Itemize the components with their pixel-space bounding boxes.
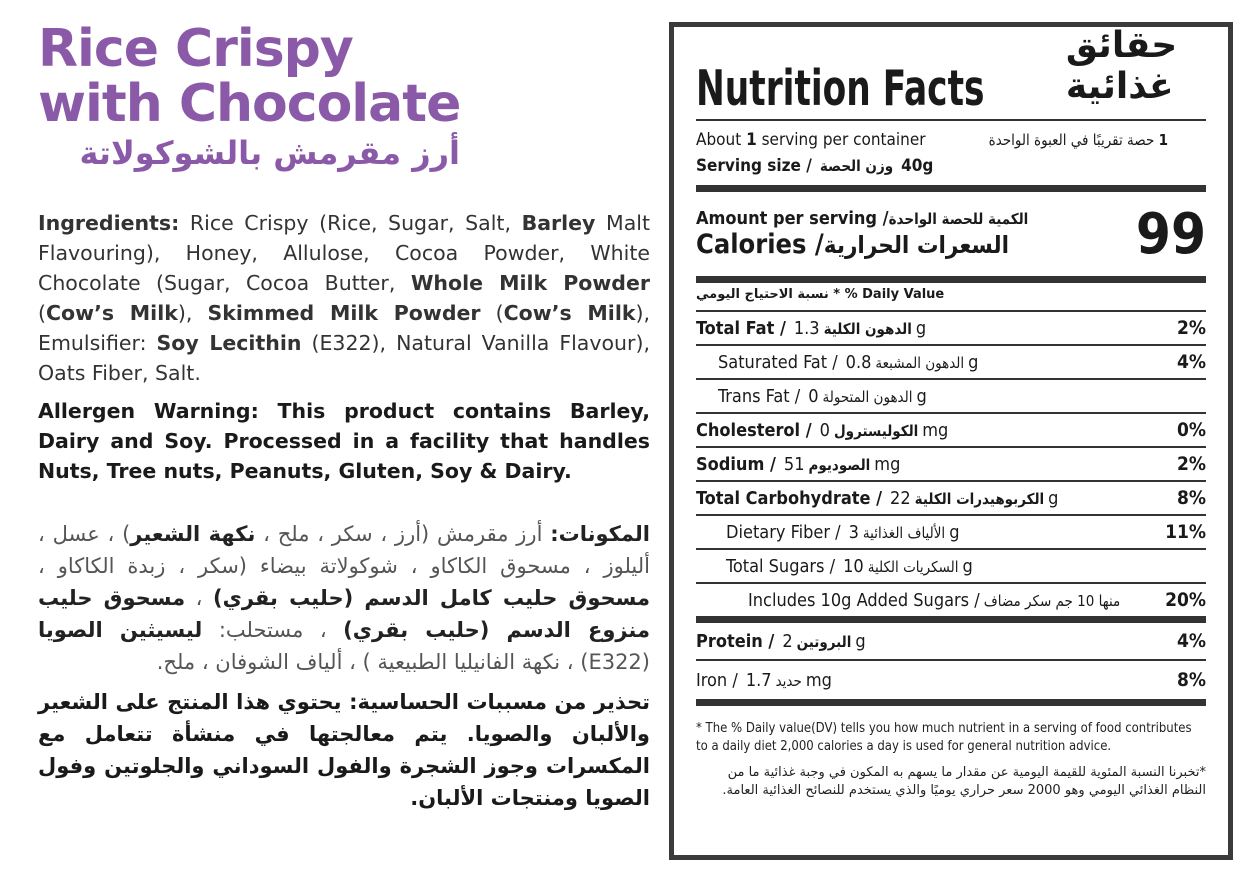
nutrient-daily-value: 8% xyxy=(1176,669,1206,691)
nutrient-name: Saturated Fat / xyxy=(718,351,838,373)
calories-label-en: Calories / xyxy=(696,229,824,260)
nutrient-name-ar: حديد xyxy=(775,671,802,690)
nutrient-amount: 0.8g xyxy=(845,351,979,373)
daily-value-header-ar: نسبة الاحتياج اليومي xyxy=(696,287,829,302)
nutrient-amount: 1.7mg xyxy=(745,669,832,691)
nutrient-name-ar: الدهون المتحولة xyxy=(822,387,913,406)
divider xyxy=(696,699,1206,706)
nutrient-name-ar: البروتين xyxy=(796,632,852,651)
ingredients-text-ar: (E322) ، نكهة الفانيليا الطبيعية ) ، ألياف الشوفان ، ملح. xyxy=(156,650,650,674)
daily-value-header xyxy=(696,283,1206,310)
ingredients-text-ar: ، مستحلب: xyxy=(202,618,344,642)
nutrient-name: Total Fat / xyxy=(696,317,786,339)
nutrient-amount: 0mg xyxy=(819,419,949,441)
amount-per-serving-en: Amount per serving / xyxy=(696,208,889,229)
servings-text-ar: حصة تقريبًا في العبوة الواحدة xyxy=(988,131,1159,149)
allergen-warning-ar: تحذير من مسببات الحساسية: يحتوي هذا المنتج على الشعير والألبان والصويا. يتم معالجتها في منشأة تتعامل مع المكسرات وجوز الشجرة والفول السوداني والجلوتين وفول الصويا ومنتجات الألبان. xyxy=(38,690,650,810)
nutrient-row-sodium xyxy=(696,446,1206,480)
servings-text: serving per container xyxy=(756,130,926,150)
nutrient-name: Includes 10g Added Sugars / xyxy=(748,589,980,611)
allergen-highlight-ar: مسحوق حليب منزوع الدسم (حليب بقري) xyxy=(38,586,651,642)
nutrient-daily-value: 4% xyxy=(1176,351,1206,373)
serving-size-value: 40g xyxy=(901,156,934,176)
nutrition-title-ar: حقائق غذائية xyxy=(1065,25,1178,107)
nutrient-row-total-carbohydrate xyxy=(696,480,1206,514)
calories-block xyxy=(696,192,1206,276)
nutrient-daily-value: 2% xyxy=(1176,317,1206,339)
nutrient-name-ar: الصوديوم xyxy=(808,455,871,474)
nutrient-name-ar: الألياف الغذائية xyxy=(862,523,946,542)
product-title-arabic: أرز مقرمش بالشوكولاتة xyxy=(79,134,460,172)
nutrient-name-ar: منها 10 جم سكر مضاف xyxy=(983,591,1121,610)
allergen-highlight: Cow’s Milk xyxy=(503,301,636,325)
allergen-highlight-ar: مسحوق حليب كامل الدسم (حليب بقري) xyxy=(213,586,650,610)
nutrient-name-ar: الدهون المشبعة xyxy=(875,353,965,372)
serving-size-label-ar: وزن الحصة xyxy=(819,157,894,175)
nutrient-name: Total Carbohydrate / xyxy=(696,487,883,509)
ingredients-text-ar: أرز مقرمش (أرز ، سكر ، ملح ، xyxy=(255,522,551,546)
nutrient-name-ar: الكربوهيدرات الكلية xyxy=(914,489,1045,508)
nutrient-row-trans-fat xyxy=(696,378,1206,412)
nutrient-row-total-fat xyxy=(696,310,1206,344)
ingredients-label: Ingredients: xyxy=(38,211,180,235)
amount-per-serving-label xyxy=(696,208,1028,229)
ingredients-text: ( xyxy=(480,301,504,325)
product-info xyxy=(38,19,651,814)
nutrient-row-dietary-fiber xyxy=(696,514,1206,548)
nutrition-title-en: Nutrition Facts xyxy=(696,60,985,117)
serving-info xyxy=(696,121,1206,179)
allergen-highlight-ar: نكهة الشعير xyxy=(130,522,256,546)
footnote-en: * The % Daily value(DV) tells you how much nutrient in a serving of food contributes to a daily diet 2,000 calories a day is used for general nutrition advice. xyxy=(696,721,1192,754)
allergen-highlight-ar: ليسيثين الصويا xyxy=(38,618,203,642)
ingredients-ar xyxy=(38,518,650,678)
allergen-highlight: Skimmed Milk Powder xyxy=(207,301,481,325)
allergen-highlight: Barley xyxy=(521,211,596,235)
calories-value: 99 xyxy=(1135,201,1206,267)
nutrient-amount: 0g xyxy=(808,385,927,407)
nutrient-amount: 3g xyxy=(848,521,960,543)
footnote-ar: *تخبرنا النسبة المئوية للقيمة اليومية عن مقدار ما يسهم به المكون في وجبة غذائية ما من النظام الغذائي اليومي وهو 2000 سعر حراري يوميًا والذي يستخدم للنصائح الغذائية العامة. xyxy=(722,765,1206,798)
nutrient-daily-value: 0% xyxy=(1176,419,1206,441)
nutrient-amount: 22g xyxy=(890,487,1059,509)
nutrient-amount: 1.3g xyxy=(793,317,927,339)
nutrient-name: Trans Fat / xyxy=(718,385,801,407)
nutrient-daily-value: 2% xyxy=(1176,453,1206,475)
ingredients-text: ( xyxy=(38,301,46,325)
servings-number: 1 xyxy=(746,130,757,150)
nutrient-amount: 2g xyxy=(782,630,866,652)
nutrient-name: Dietary Fiber / xyxy=(726,521,841,543)
nutrient-daily-value: 8% xyxy=(1176,487,1206,509)
ingredients-text: ), Emulsifier: xyxy=(38,301,651,355)
allergen-highlight: Whole Milk Powder xyxy=(410,271,650,295)
nutrient-name: Cholesterol / xyxy=(696,419,812,441)
nutrient-name: Sodium / xyxy=(696,453,776,475)
servings-text: About xyxy=(696,130,747,150)
nutrition-header xyxy=(696,27,1206,119)
nutrient-amount: 51mg xyxy=(783,453,901,475)
nutrition-facts-panel xyxy=(669,22,1233,860)
nutrient-amount: 10g xyxy=(843,555,973,577)
nutrient-row-cholesterol xyxy=(696,412,1206,446)
calories-label xyxy=(696,229,1028,260)
ingredients-text: Malt Flavouring), Honey, Allulose, Cocoa Powder, White Chocolate (Sugar, Cocoa Butter, xyxy=(38,211,650,295)
servings-per-container xyxy=(696,127,926,153)
ingredients-text: (E322), Natural Vanilla Flavour), Oats Fiber, Salt. xyxy=(38,331,650,385)
nutrient-name: Iron / xyxy=(696,669,738,691)
serving-size-label: Serving size / xyxy=(696,156,812,176)
product-title-line2: with Chocolate xyxy=(38,74,461,134)
ingredients-text: Rice Crispy (Rice, Sugar, Salt, xyxy=(179,211,522,235)
divider xyxy=(696,276,1206,283)
ingredients-label-ar: المكونات: xyxy=(550,522,650,546)
allergen-highlight: Cow’s Milk xyxy=(46,301,178,325)
ingredients-text-ar: ) ، عسل ، أليلوز ، مسحوق الكاكاو ، شوكولاتة بيضاء (سكر ، زبدة الكاكاو ، xyxy=(38,522,650,578)
servings-number-ar: 1 xyxy=(1158,131,1168,149)
nutrient-name-ar: الكوليسترول xyxy=(833,421,919,440)
daily-value-header-en: * % Daily Value xyxy=(833,287,945,302)
calories-label-ar: السعرات الحرارية xyxy=(823,231,1010,259)
nutrient-row-saturated-fat xyxy=(696,344,1206,378)
nutrient-row-protein xyxy=(696,616,1206,659)
nutrient-name-ar: الدهون الكلية xyxy=(823,319,912,338)
nutrient-daily-value: 20% xyxy=(1165,589,1206,611)
allergen-warning-en: Allergen Warning: This product contains Barley, Dairy and Soy. Processed in a facility that handles Nuts, Tree nuts, Peanuts, Gluten, Soy & Dairy. xyxy=(38,399,650,483)
nutrient-name: Protein / xyxy=(696,630,775,652)
divider xyxy=(696,185,1206,192)
amount-per-serving-ar: الكمية للحصة الواحدة xyxy=(888,210,1029,228)
nutrient-row-added-sugars xyxy=(696,582,1206,616)
allergen-highlight: Soy Lecithin xyxy=(156,331,302,355)
servings-per-container-ar xyxy=(989,127,1168,153)
ingredients-text-ar: ، xyxy=(185,586,213,610)
nutrient-name-ar: السكريات الكلية xyxy=(867,557,959,576)
nutrient-daily-value: 4% xyxy=(1176,630,1206,652)
nutrient-row-iron xyxy=(696,659,1206,699)
nutrient-name: Total Sugars / xyxy=(726,555,836,577)
ingredients-text: ), xyxy=(177,301,208,325)
ingredients-en xyxy=(38,208,650,388)
nutrient-row-total-sugars xyxy=(696,548,1206,582)
product-title-line1: Rice Crispy xyxy=(38,19,353,79)
nutrient-daily-value: 11% xyxy=(1165,521,1206,543)
